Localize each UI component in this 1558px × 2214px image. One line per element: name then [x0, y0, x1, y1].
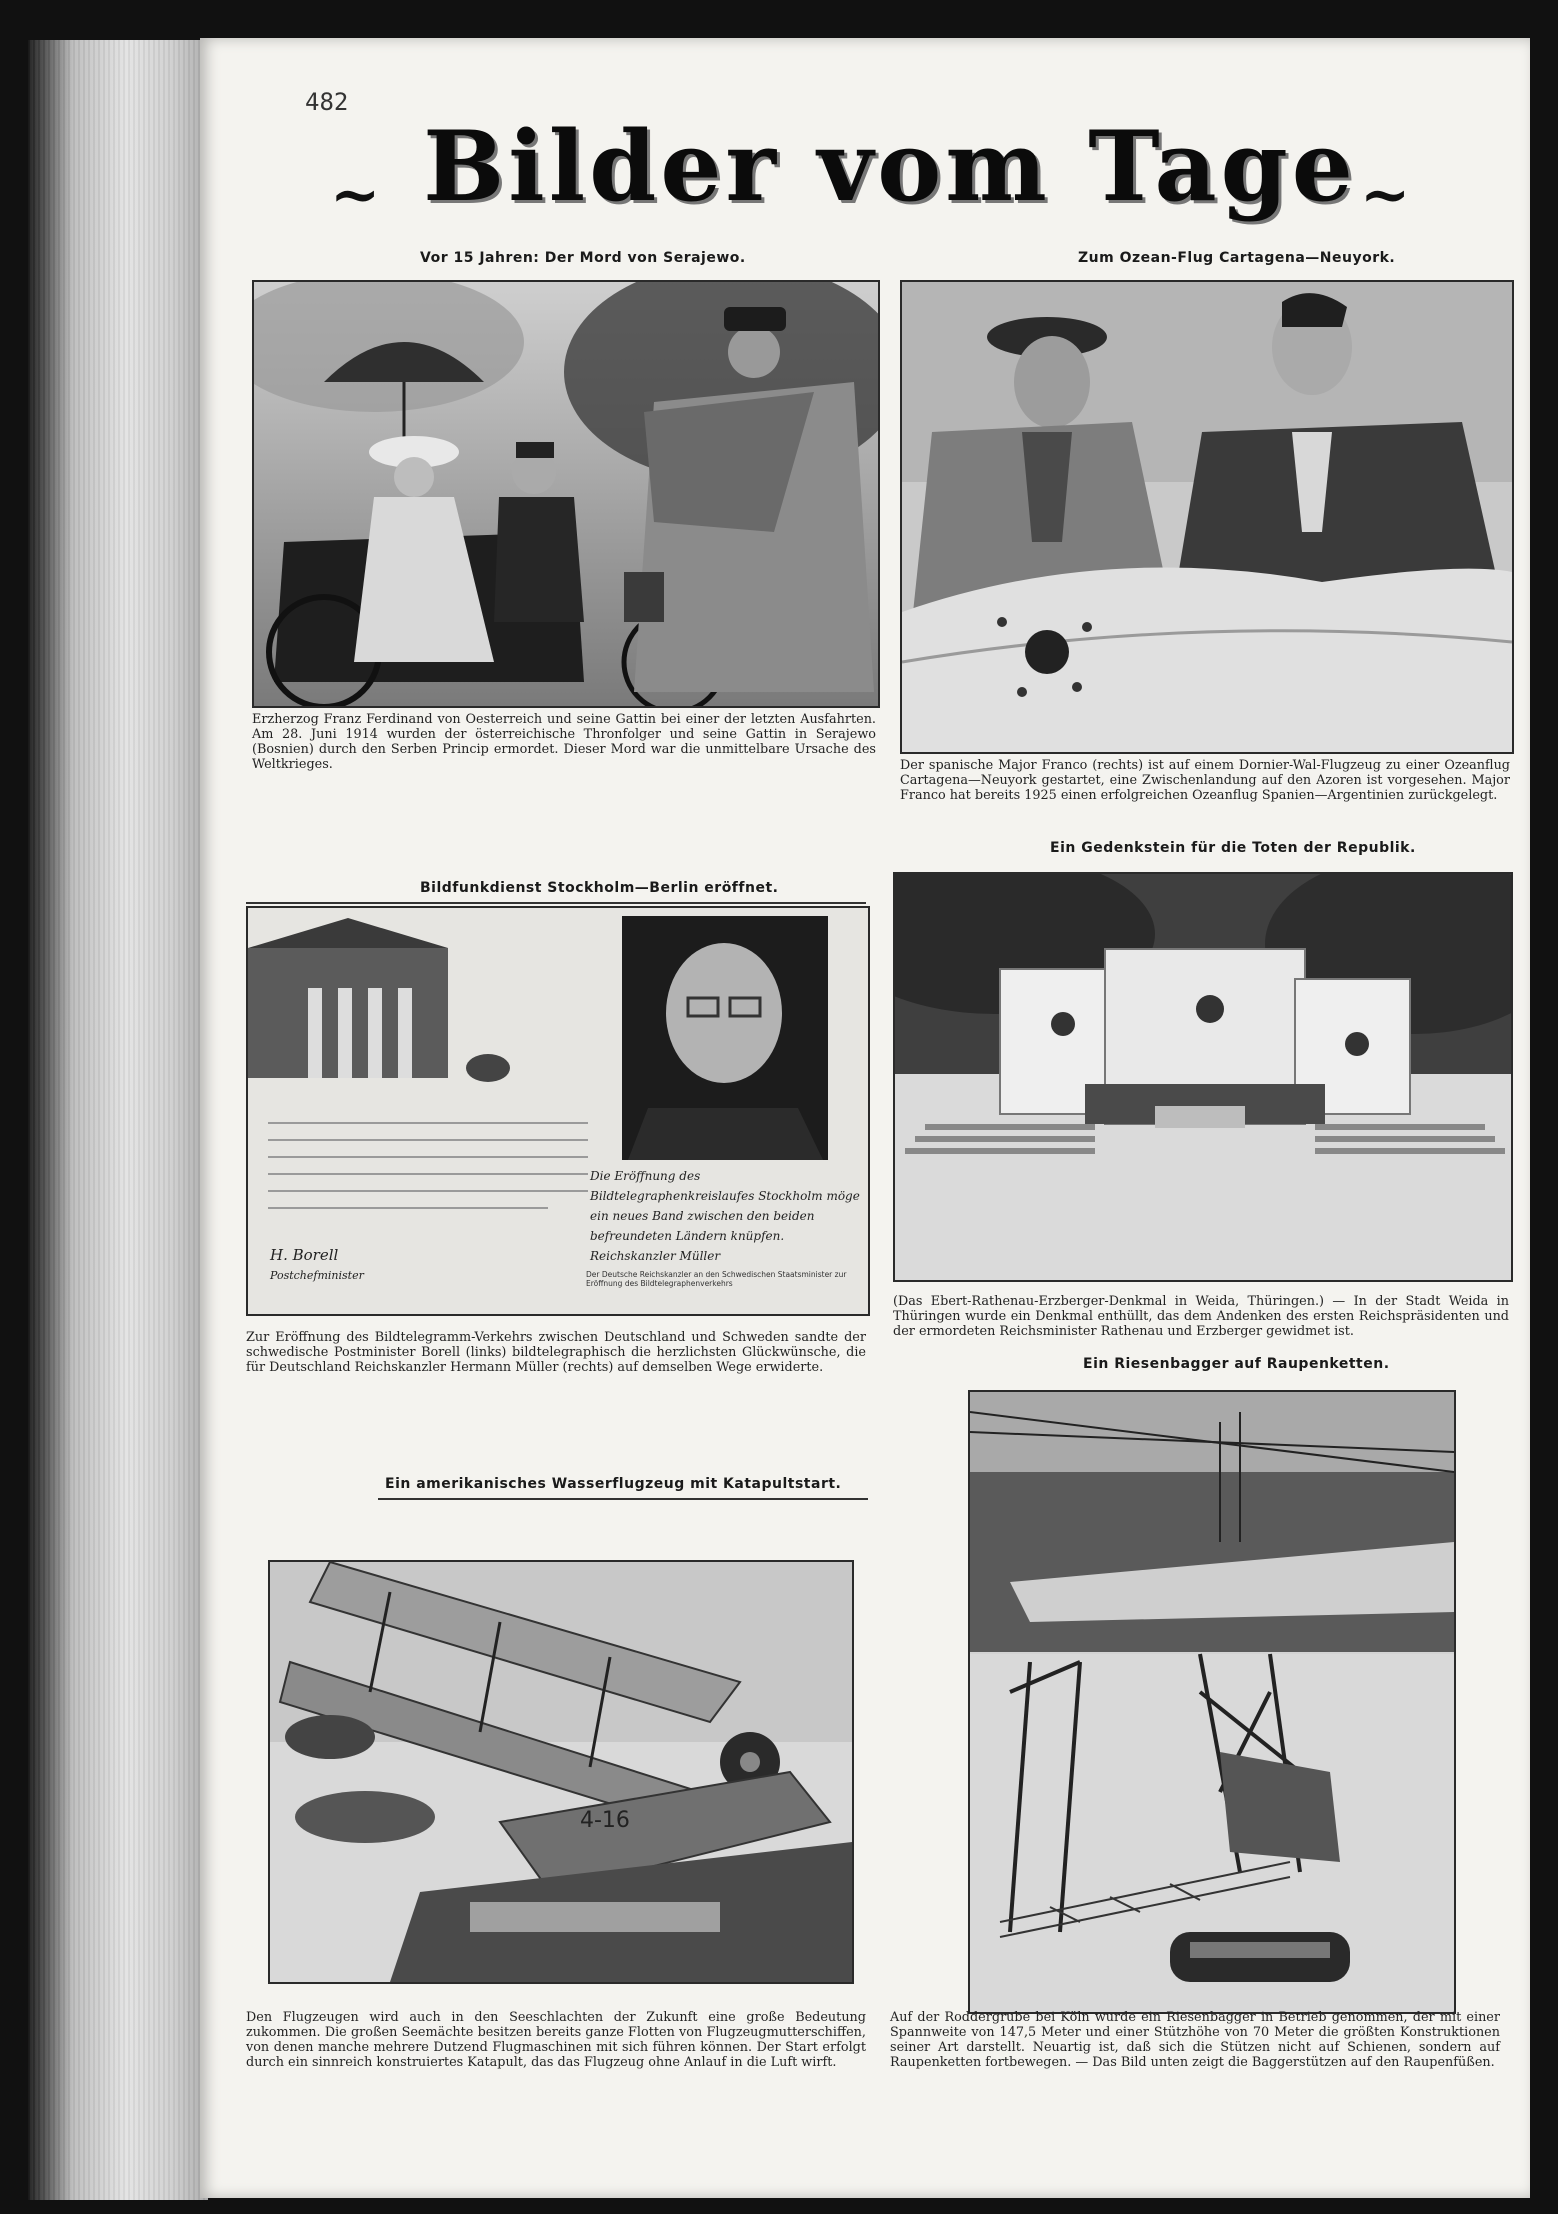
bildfunk-caption: Zur Eröffnung des Bildtelegramm-Verkehrs zwischen Deutschland und Schweden sandte der schwedische Postminister Borell (links) bildtelegraphisch die herzlichsten Glückwünsche, die für Deutschland Reichskanzler Hermann Müller (rechts) auf demselben Wege erwiderte. — [246, 1330, 866, 1375]
bagger-heading: Ein Riesenbagger auf Raupenketten. — [1083, 1356, 1390, 1372]
wasserflugzeug-heading: Ein amerikanisches Wasserflugzeug mit Katapultstart. — [385, 1476, 842, 1492]
letter-handwriting: Die Eröffnung des Bildtelegraphenkreislaufes Stockholm möge ein neues Band zwischen den beiden befreundeten Ländern knüpfen. Reichskanzler Müller — [590, 1169, 860, 1263]
book-page-edges — [28, 40, 208, 2200]
masthead — [330, 110, 1450, 223]
bagger-photo — [968, 1390, 1456, 2014]
sarajevo-photo — [252, 280, 880, 708]
masthead-title: Bilder vom Tage — [423, 110, 1357, 223]
divider — [378, 1498, 868, 1500]
ornament-left-icon: ~ — [330, 160, 381, 230]
gedenkstein-heading: Ein Gedenkstein für die Toten der Republik. — [1050, 840, 1416, 856]
gedenkstein-photo — [893, 872, 1513, 1282]
gedenkstein-caption: (Das Ebert-Rathenau-Erzberger-Denkmal in Weida, Thüringen.) — In der Stadt Weida in Thüringen wurde ein Denkmal enthüllt, das dem Andenken des ersten Reichspräsidenten und der ermordeten Reichsminister Rathenau und Erzberger gewidmet ist. — [893, 1294, 1509, 1339]
ozeanflug-photo — [900, 280, 1514, 754]
sarajevo-caption: Erzherzog Franz Ferdinand von Oesterreich und seine Gattin bei einer der letzten Ausfahrten. Am 28. Juni 1914 wurden der österreichische Thronfolger und seine Gattin in Serajewo (Bosnien) durch den Serben Princip ermordet. Dieser Mord war die unmittelbare Ursache des Weltkrieges. — [252, 712, 876, 772]
letter-signature-left: H. Borell — [270, 1246, 339, 1264]
bildfunk-heading: Bildfunkdienst Stockholm—Berlin eröffnet. — [420, 880, 779, 896]
ornament-right-icon: ~ — [1360, 160, 1411, 230]
letter-signature-title: Postchefminister — [270, 1269, 364, 1282]
sarajevo-heading: Vor 15 Jahren: Der Mord von Serajewo. — [420, 250, 746, 266]
letter-footer: Der Deutsche Reichskanzler an den Schwedischen Staatsminister zur Eröffnung des Bildtelegraphenverkehrs — [586, 1270, 847, 1288]
ozeanflug-caption: Der spanische Major Franco (rechts) ist auf einem Dornier-Wal-Flugzeug zu einer Ozeanflug Cartagena—Neuyork gestartet, eine Zwischenlandung auf den Azoren ist vorgesehen. Major Franco hat bereits 1925 einen erfolgreichen Ozeanflug Spanien—Argentinien zurückgelegt. — [900, 758, 1510, 803]
page-number: 482 — [305, 88, 349, 116]
wasserflugzeug-photo — [268, 1560, 854, 1984]
aircraft-marking: 4-16 — [580, 1808, 630, 1833]
wasserflugzeug-caption: Den Flugzeugen wird auch in den Seeschlachten der Zukunft eine große Bedeutung zukommen. Die großen Seemächte besitzen bereits ganze Flotten von Flugzeugmutterschiffen, von denen manche mehrere Dutzend Flugmaschinen mit sich führen können. Der Start erfolgt durch ein sinnreich konstruiertes Katapult, das das Flugzeug ohne Anlauf in die Luft wirft. — [246, 2010, 866, 2070]
ozeanflug-heading: Zum Ozean-Flug Cartagena—Neuyork. — [1078, 250, 1396, 266]
divider — [246, 902, 866, 904]
bagger-caption: Auf der Roddergrube bei Köln wurde ein Riesenbagger in Betrieb genommen, der mit einer Spannweite von 147,5 Meter und einer Stützhöhe von 70 Meter die größten Konstruktionen seiner Art darstellt. Neuartig ist, daß sich die Stützen nicht auf Schienen, sondern auf Raupenketten fortbewegen. — Das Bild unten zeigt die Baggerstützen auf den Raupenfüßen. — [890, 2010, 1500, 2070]
